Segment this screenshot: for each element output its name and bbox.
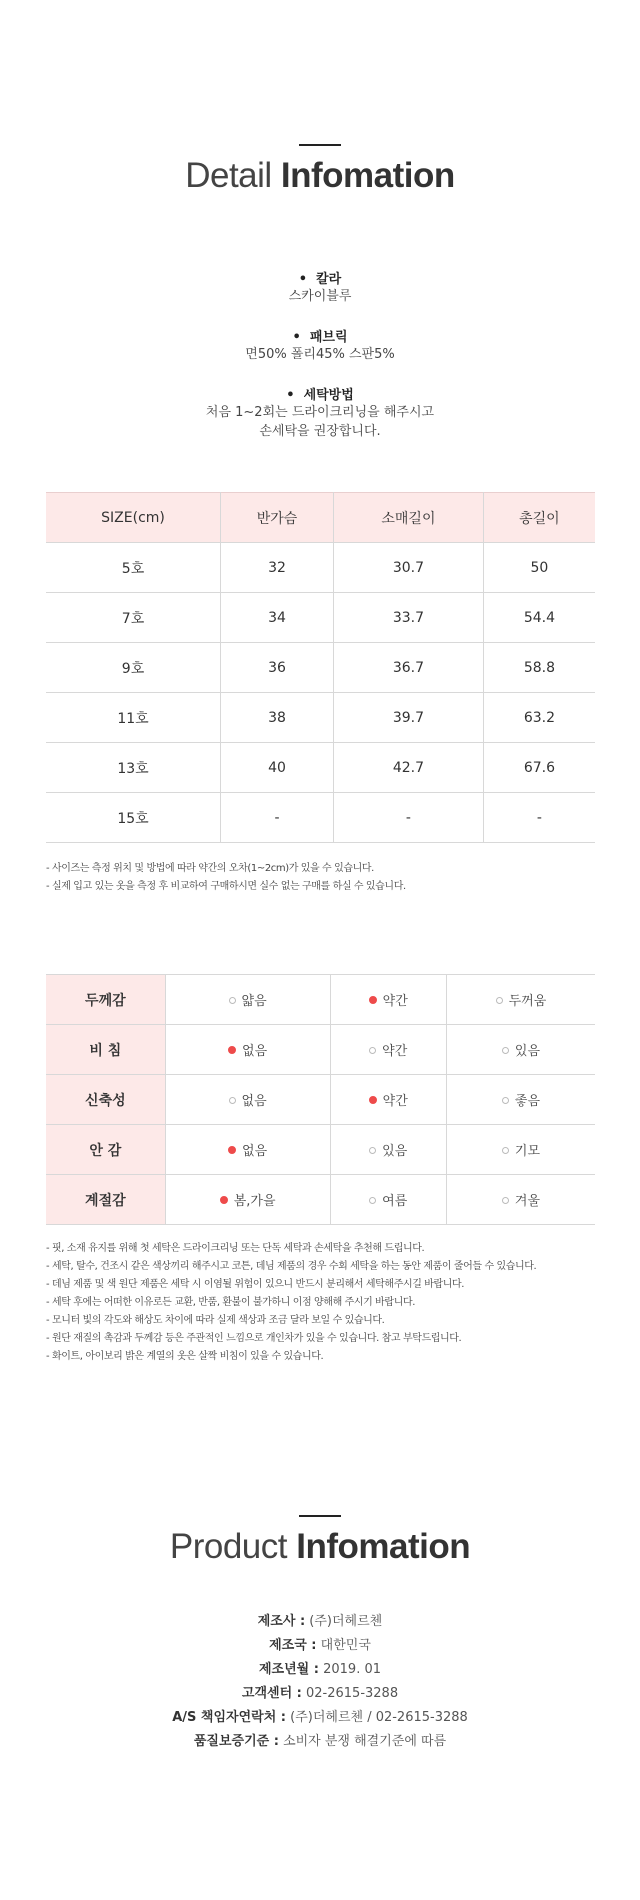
radio-off-icon <box>229 997 236 1004</box>
spec-color <box>0 268 640 306</box>
feel-option: 약간 <box>330 1075 446 1125</box>
size-table <box>46 492 595 843</box>
note-line: - 세탁 후에는 어떠한 이유로든 교환, 반품, 환불이 불가하니 이점 양해해 주시기 바랍니다. <box>46 1297 415 1308</box>
table-row <box>46 593 595 643</box>
radio-off-icon <box>369 1047 376 1054</box>
table-row <box>46 1175 595 1225</box>
radio-off-icon <box>502 1047 509 1054</box>
care-notes <box>46 1240 606 1366</box>
table-cell: - <box>334 793 484 843</box>
note-line: - 화이트, 아이보리 밝은 계열의 옷은 살짝 비침이 있을 수 있습니다. <box>46 1351 324 1362</box>
radio-off-icon <box>502 1147 509 1154</box>
section-divider <box>299 1515 341 1517</box>
table-cell: - <box>483 793 595 843</box>
table-row <box>46 975 595 1025</box>
product-title <box>0 1527 640 1567</box>
product-title-bold: Infomation <box>296 1527 471 1566</box>
feel-option: 있음 <box>330 1125 446 1175</box>
note-line: - 핏, 소재 유지를 위해 첫 세탁은 드라이크리닝 또는 단독 세탁과 손세탁을 추천해 드립니다. <box>46 1243 425 1254</box>
note-line: - 데님 제품 및 색 원단 제품은 세탁 시 이염될 위험이 있으니 반드시 분리해서 세탁해주시길 바랍니다. <box>46 1279 465 1290</box>
table-header-cell: 반가슴 <box>221 493 334 543</box>
table-row <box>46 693 595 743</box>
table-cell: 63.2 <box>483 693 595 743</box>
table-cell: 13호 <box>46 743 221 793</box>
info-line: 제조사 : (주)더헤르첸 <box>257 1614 383 1629</box>
radio-off-icon <box>369 1197 376 1204</box>
feel-label: 두께감 <box>46 975 165 1025</box>
table-cell: 38 <box>221 693 334 743</box>
radio-off-icon <box>496 997 503 1004</box>
table-header-cell: 총길이 <box>483 493 595 543</box>
feel-option: 약간 <box>330 1025 446 1075</box>
table-row <box>46 743 595 793</box>
detail-title <box>0 156 640 196</box>
spec-label: • 칼라 <box>298 272 342 287</box>
feel-option: 겨울 <box>446 1175 595 1225</box>
table-cell: - <box>221 793 334 843</box>
feel-option: 기모 <box>446 1125 595 1175</box>
radio-on-icon <box>228 1046 236 1054</box>
feel-label: 비 침 <box>46 1025 165 1075</box>
note-line: - 사이즈는 측정 위치 및 방법에 따라 약간의 오차(1~2cm)가 있을 수 있습니다. <box>46 863 374 874</box>
table-cell: 5호 <box>46 543 221 593</box>
info-line: A/S 책임자연락처 : (주)더헤르첸 / 02-2615-3288 <box>172 1710 468 1725</box>
feel-option: 봄,가을 <box>165 1175 330 1225</box>
product-title-light: Product <box>169 1527 287 1566</box>
table-cell: 67.6 <box>483 743 595 793</box>
note-line: - 모니터 빛의 각도와 해상도 차이에 따라 실제 색상과 조금 달라 보일 수 있습니다. <box>46 1315 385 1326</box>
table-row <box>46 1125 595 1175</box>
table-header-cell: 소매길이 <box>334 493 484 543</box>
radio-off-icon <box>369 1147 376 1154</box>
feel-option: 없음 <box>165 1075 330 1125</box>
feel-option: 여름 <box>330 1175 446 1225</box>
radio-on-icon <box>369 996 377 1004</box>
feel-label: 신축성 <box>46 1075 165 1125</box>
product-info-list <box>0 1610 640 1754</box>
table-cell: 33.7 <box>334 593 484 643</box>
table-cell: 34 <box>221 593 334 643</box>
table-cell: 32 <box>221 543 334 593</box>
feel-option: 있음 <box>446 1025 595 1075</box>
feel-option: 두꺼움 <box>446 975 595 1025</box>
detail-title-light: Detail <box>185 156 272 195</box>
table-row <box>46 1075 595 1125</box>
table-cell: 54.4 <box>483 593 595 643</box>
table-row <box>46 793 595 843</box>
table-cell: 39.7 <box>334 693 484 743</box>
fabric-feel-table <box>46 974 595 1225</box>
spec-label: • 패브릭 <box>292 330 348 345</box>
feel-label: 안 감 <box>46 1125 165 1175</box>
spec-value: 손세탁을 권장합니다. <box>259 424 381 439</box>
info-line: 제조년월 : 2019. 01 <box>259 1662 381 1677</box>
note-line: - 원단 재질의 촉감과 두께감 등은 주관적인 느낌으로 개인차가 있을 수 있습니다. 참고 부탁드립니다. <box>46 1333 462 1344</box>
radio-on-icon <box>220 1196 228 1204</box>
table-header-cell: SIZE(cm) <box>46 493 221 543</box>
size-notes <box>46 860 606 896</box>
detail-title-bold: Infomation <box>280 156 455 195</box>
radio-off-icon <box>502 1097 509 1104</box>
spec-value: 처음 1~2회는 드라이크리닝을 해주시고 <box>205 405 435 420</box>
table-cell: 9호 <box>46 643 221 693</box>
radio-on-icon <box>228 1146 236 1154</box>
info-line: 품질보증기준 : 소비자 분쟁 해결기준에 따름 <box>193 1734 447 1749</box>
table-row <box>46 543 595 593</box>
table-cell: 30.7 <box>334 543 484 593</box>
table-cell: 15호 <box>46 793 221 843</box>
feel-option: 없음 <box>165 1025 330 1075</box>
table-cell: 7호 <box>46 593 221 643</box>
info-line: 제조국 : 대한민국 <box>269 1638 371 1653</box>
table-cell: 36 <box>221 643 334 693</box>
radio-off-icon <box>229 1097 236 1104</box>
table-cell: 42.7 <box>334 743 484 793</box>
table-row <box>46 643 595 693</box>
radio-off-icon <box>502 1197 509 1204</box>
spec-value: 면50% 폴리45% 스판5% <box>245 347 395 362</box>
feel-option: 없음 <box>165 1125 330 1175</box>
spec-fabric <box>0 326 640 364</box>
table-cell: 40 <box>221 743 334 793</box>
feel-option: 좋음 <box>446 1075 595 1125</box>
section-divider <box>299 144 341 146</box>
table-cell: 36.7 <box>334 643 484 693</box>
radio-on-icon <box>369 1096 377 1104</box>
feel-label: 계절감 <box>46 1175 165 1225</box>
spec-value: 스카이블루 <box>288 289 352 304</box>
spec-label: • 세탁방법 <box>286 388 354 403</box>
spec-washing <box>0 384 640 441</box>
feel-option: 약간 <box>330 975 446 1025</box>
info-line: 고객센터 : 02-2615-3288 <box>241 1686 399 1701</box>
table-cell: 58.8 <box>483 643 595 693</box>
note-line: - 세탁, 탈수, 건조시 같은 색상끼리 해주시고 코튼, 데님 제품의 경우 수회 세탁을 하는 동안 제품이 줄어들 수 있습니다. <box>46 1261 537 1272</box>
feel-option: 얇음 <box>165 975 330 1025</box>
table-header-row <box>46 493 595 543</box>
table-cell: 11호 <box>46 693 221 743</box>
table-row <box>46 1025 595 1075</box>
note-line: - 실제 입고 있는 옷을 측정 후 비교하여 구매하시면 실수 없는 구매를 하실 수 있습니다. <box>46 881 406 892</box>
table-cell: 50 <box>483 543 595 593</box>
